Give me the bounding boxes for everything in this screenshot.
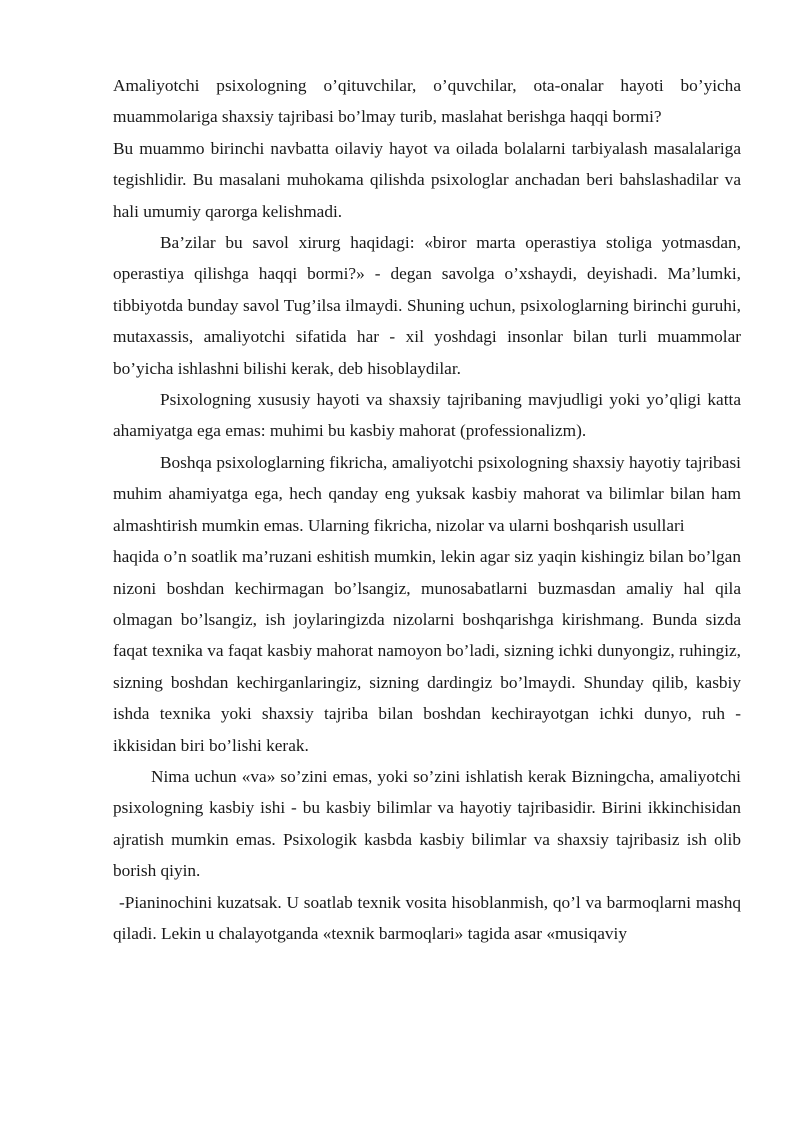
paragraph-2: Bu muammo birinchi navbatta oilaviy hayot va oilada bolalarni tarbiyalash masalalariga tegishlidir. Bu masalani muhokama qilishda psixologlar anchadan beri bahslashadilar va hali umumiy qarorga kelishmadi. bbox=[113, 138, 741, 221]
paragraph-6: haqida o’n soatlik ma’ruzani eshitish mumkin, lekin agar siz yaqin kishingiz bilan bo’lgan nizoni boshdan kechirmagan bo’lsangiz, munosabatlarni buzmasdan amaliy hal qila olmagan bo’lsangiz, ish joylaringizda nizolarni boshqarishga kirishmang. Bunda sizda faqat texnika va faqat kasbiy mahorat namoyon bo’ladi, sizning ichki dunyongiz, ruhingiz, sizning boshdan kechirganlaringiz, sizning dardingiz bo’lmaydi. Shunday qilib, kasbiy ishda texnika yoki shaxsiy tajriba bilan boshdan kechirayotgan ichki dunyo, ruh - ikkisidan biri bo’lishi kerak. bbox=[113, 547, 741, 755]
paragraph-7: Nima uchun «va» so’zini emas, yoki so’zini ishlatish kerak Bizningcha, amaliyotchi psixologning kasbiy ishi - bu kasbiy bilimlar va hayotiy tajribasidir. Birini ikkinchisidan ajratish mumkin emas. Psixologik kasbda kasbiy bilimlar va shaxsiy tajribasiz ish olib borish qiyin. bbox=[113, 766, 741, 881]
paragraph-4: Psixologning xususiy hayoti va shaxsiy tajribaning mavjudligi yoki yo’qligi katta ahamiyatga ega emas: muhimi bu kasbiy mahorat (professionalizm). bbox=[113, 390, 741, 441]
paragraph-3: Ba’zilar bu savol xirurg haqidagi: «biror marta operastiya stoliga yotmasdan, operastiya qilishga haqqi bormi?» - degan savolga o’xshaydi, deyishadi. Ma’lumki, tibbiyotda bunday savol Tug’ilsa ilmaydi. Shuning uchun, psixologlarning birinchi guruhi, mutaxassis, amaliyotchi sifatida har - xil yoshdagi insonlar bilan turli muammolar bo’yicha ishlashni bilishi kerak, deb hisoblaydilar. bbox=[113, 233, 741, 378]
paragraph-5: Boshqa psixologlarning fikricha, amaliyotchi psixologning shaxsiy hayotiy tajribasi muhim ahamiyatga ega, hech qanday eng yuksak kasbiy mahorat va bilimlar bilan ham almashtirish mumkin emas. Ularning fikricha, nizolar va ularni boshqarish usullari bbox=[113, 452, 741, 535]
paragraph-1: Amaliyotchi psixologning o’qituvchilar, o’quvchilar, ota-onalar hayoti bo’yicha muammolariga shaxsiy tajribasi bo’lmay turib, maslahat berishga haqqi bormi? bbox=[113, 76, 741, 127]
paragraph-8: -Pianinochini kuzatsak. U soatlab texnik vosita hisoblanmish, qo’l va barmoqlarni mashq qiladi. Lekin u chalayotganda «texnik barmoqlari» tagida asar «musiqaviy bbox=[113, 892, 741, 943]
document-page bbox=[113, 70, 741, 949]
